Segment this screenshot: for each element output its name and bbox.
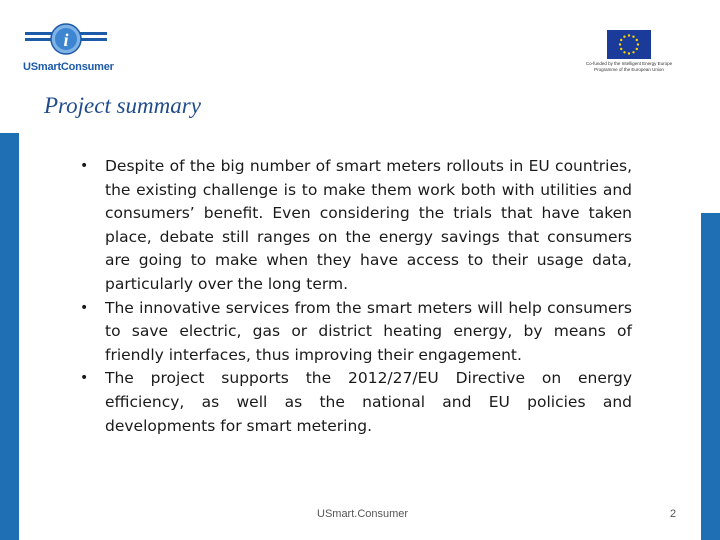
eu-flag (607, 30, 651, 59)
footer-label: USmart.Consumer (317, 508, 409, 520)
left-accent-bar (0, 133, 19, 540)
eu-funding-caption (566, 61, 692, 73)
bullet-text: The project supports the 2012/27/EU Directive on energy efficiency, as well as the national and EU policies and developments for smart metering. (105, 369, 632, 435)
right-accent-bar (701, 213, 720, 540)
bullet-item (80, 155, 632, 297)
bullet-text: Despite of the big number of smart meters rollouts in EU countries, the existing challenge is to make them work both with utilities and consumers’ benefit. Even considering the trials that have taken place, debate still ranges on the energy savings that consumers are going to make when they have access to their usage data, particularly over the long term. (105, 157, 632, 293)
page-title: Project summary (44, 93, 201, 118)
summary-bullet-list (80, 155, 632, 438)
eu-stars-icon (607, 30, 651, 59)
eu-caption-line: Programme of the European Union (594, 67, 664, 72)
page-number: 2 (670, 508, 677, 520)
bullet-dot: • (80, 299, 89, 316)
bullet-dot: • (80, 158, 89, 174)
logo-text: USmartConsumer (23, 61, 114, 73)
eu-caption-line: Co-funded by the Intelligent Energy Europe (585, 61, 673, 66)
svg-text:i: i (63, 30, 69, 50)
info-globe-icon (21, 19, 111, 61)
bullet-text: The innovative services from the smart meters will help consumers to save electric, gas or district heating energy, by means of friendly interfaces, thus improving their engagement. (105, 298, 632, 364)
usmartconsumer-logo (21, 19, 114, 75)
bullet-item (80, 297, 632, 368)
bullet-dot: • (80, 370, 89, 387)
bullet-item (80, 367, 632, 438)
